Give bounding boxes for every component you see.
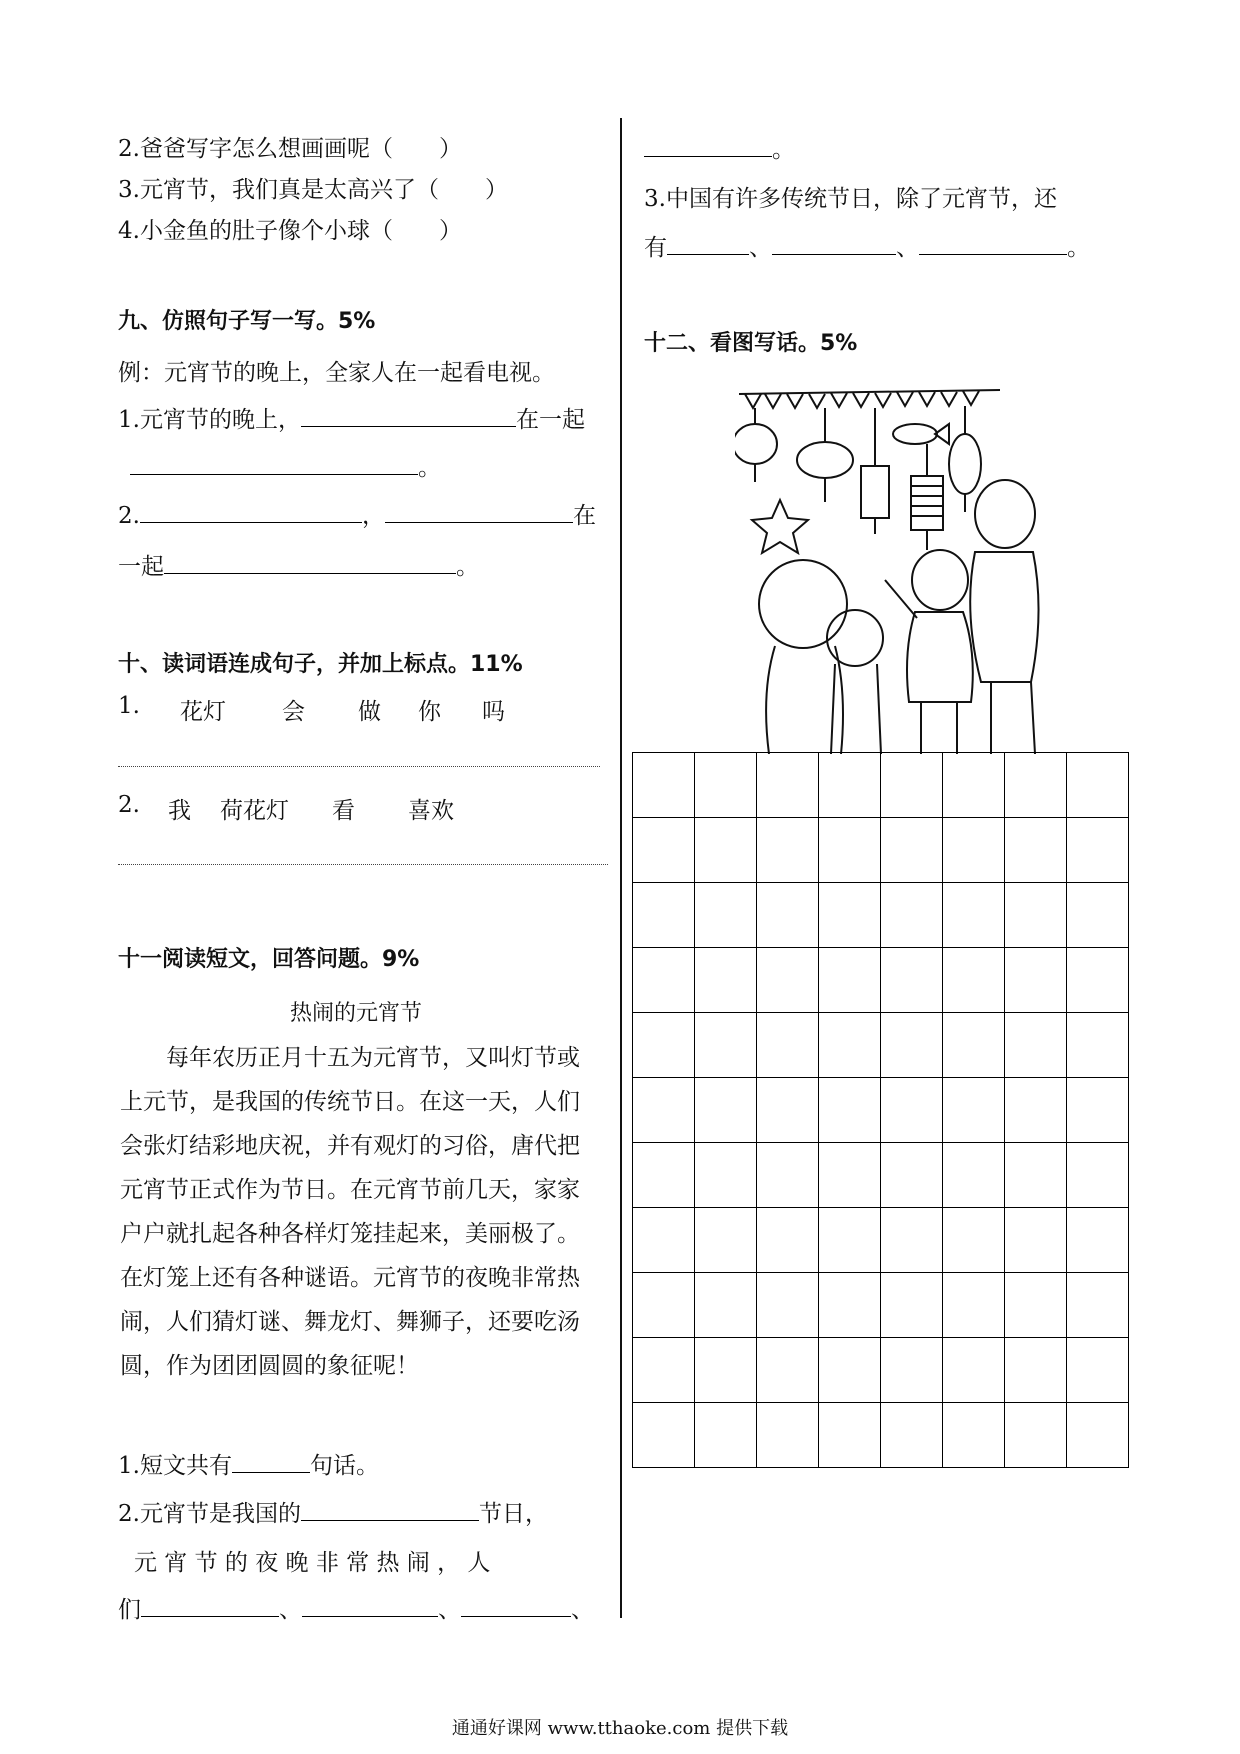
- grid-cell[interactable]: [633, 1208, 695, 1273]
- dun: 、: [571, 1597, 594, 1623]
- grid-cell[interactable]: [943, 1208, 1005, 1273]
- grid-cell[interactable]: [633, 948, 695, 1013]
- grid-cell[interactable]: [1005, 1403, 1067, 1468]
- word: 喜欢: [408, 798, 454, 824]
- grid-cell[interactable]: [943, 1078, 1005, 1143]
- question-8-2: 2.爸爸写字怎么想画画呢（ ）: [118, 136, 462, 162]
- grid-cell[interactable]: [819, 1273, 881, 1338]
- column-divider: [620, 118, 622, 1618]
- grid-cell[interactable]: [819, 1208, 881, 1273]
- grid-cell[interactable]: [633, 1273, 695, 1338]
- grid-cell[interactable]: [1067, 1338, 1129, 1403]
- grid-cell[interactable]: [819, 1143, 881, 1208]
- grid-cell[interactable]: [633, 818, 695, 883]
- grid-cell[interactable]: [757, 1338, 819, 1403]
- answer-blank[interactable]: [301, 400, 516, 427]
- grid-cell[interactable]: [695, 753, 757, 818]
- grid-row: [633, 1403, 1129, 1468]
- grid-cell[interactable]: [1005, 1078, 1067, 1143]
- grid-cell[interactable]: [819, 1013, 881, 1078]
- grid-cell[interactable]: [757, 1078, 819, 1143]
- word: 荷花灯: [220, 798, 289, 824]
- grid-cell[interactable]: [633, 1143, 695, 1208]
- grid-cell[interactable]: [695, 1338, 757, 1403]
- grid-row: [633, 883, 1129, 948]
- grid-cell[interactable]: [1067, 1143, 1129, 1208]
- grid-cell[interactable]: [757, 818, 819, 883]
- period: 。: [772, 137, 795, 163]
- grid-row: [633, 948, 1129, 1013]
- q1-prefix: 1.元宵节的晚上，: [118, 407, 301, 433]
- answer-blank[interactable]: [301, 1494, 479, 1521]
- section-9-q2-line2: [118, 547, 479, 581]
- grid-cell[interactable]: [819, 1078, 881, 1143]
- section-9-example: 例：元宵节的晚上，全家人在一起看电视。: [118, 360, 555, 386]
- grid-cell[interactable]: [757, 948, 819, 1013]
- answer-blank[interactable]: [667, 228, 749, 255]
- answer-dotted-line[interactable]: [118, 766, 600, 767]
- grid-cell[interactable]: [1005, 818, 1067, 883]
- q2-mid: 在: [572, 503, 596, 529]
- q3-prefix: 有: [644, 235, 667, 261]
- grid-cell[interactable]: [695, 1078, 757, 1143]
- grid-cell[interactable]: [1067, 753, 1129, 818]
- footer-text: 通通好课网 www.tthaoke.com 提供下载: [451, 1718, 789, 1739]
- grid-cell[interactable]: [943, 948, 1005, 1013]
- section-9-title: 九、仿照句子写一写。5%: [118, 309, 376, 334]
- answer-blank[interactable]: [164, 547, 456, 574]
- grid-cell[interactable]: [695, 1143, 757, 1208]
- grid-cell[interactable]: [633, 1403, 695, 1468]
- answer-blank[interactable]: [130, 448, 418, 475]
- grid-cell[interactable]: [819, 1403, 881, 1468]
- q1-mid: 在一起: [515, 407, 585, 433]
- answer-blank[interactable]: [232, 1446, 310, 1473]
- grid-cell[interactable]: [943, 1143, 1005, 1208]
- dun: 、: [438, 1597, 461, 1623]
- grid-row: [633, 1078, 1129, 1143]
- word: 做: [358, 699, 381, 725]
- section-10-q1-num: 1.: [118, 693, 140, 719]
- grid-cell[interactable]: [633, 753, 695, 818]
- period: 。: [1067, 235, 1090, 261]
- grid-cell[interactable]: [1005, 1208, 1067, 1273]
- answer-blank[interactable]: [461, 1590, 571, 1617]
- grid-cell[interactable]: [1067, 1208, 1129, 1273]
- answer-blank[interactable]: [140, 496, 362, 523]
- answer-dotted-line[interactable]: [118, 864, 608, 865]
- grid-cell[interactable]: [633, 1013, 695, 1078]
- grid-row: [633, 1143, 1129, 1208]
- grid-cell[interactable]: [633, 1078, 695, 1143]
- grid-cell[interactable]: [695, 1273, 757, 1338]
- grid-cell[interactable]: [943, 1273, 1005, 1338]
- section-9-q1-line2: [130, 448, 441, 482]
- grid-cell[interactable]: [633, 883, 695, 948]
- grid-cell[interactable]: [881, 883, 943, 948]
- passage-text: 每年农历正月十五为元宵节，又叫灯节或上元节，是我国的传统节日。在这一天，人们会张灯结彩地庆祝，并有观灯的习俗，唐代把元宵节正式作为节日。在元宵节前几天，家家户户就扎起各种各样灯笼挂起来，美丽极了。在灯笼上还有各种谜语。元宵节的夜晚非常热闹，人们猜灯谜、舞龙灯、舞狮子，还要吃汤圆，作为团团圆圆的象征呢！: [120, 1045, 580, 1379]
- q2-line2: 一起: [118, 554, 164, 580]
- word: 你: [418, 699, 441, 725]
- grid-cell[interactable]: [1067, 1013, 1129, 1078]
- grid-cell[interactable]: [881, 1273, 943, 1338]
- grid-cell[interactable]: [819, 883, 881, 948]
- grid-cell[interactable]: [1067, 948, 1129, 1013]
- right-q3-line1: 3.中国有许多传统节日，除了元宵节，还: [644, 186, 1057, 212]
- section-10-title: 十、读词语连成句子，并加上标点。11%: [118, 652, 523, 677]
- q1-b: 句话。: [309, 1453, 379, 1479]
- grid-row: [633, 818, 1129, 883]
- section-11-title: 十一阅读短文，回答问题。9%: [118, 947, 420, 972]
- comma: ，: [361, 503, 385, 529]
- grid-cell[interactable]: [881, 753, 943, 818]
- section-11-q2-line2: 元 宵 节 的 夜 晚 非 常 热 闹 ， 人: [134, 1550, 491, 1576]
- section-11-q2-line3: [118, 1590, 594, 1624]
- answer-blank[interactable]: [919, 228, 1067, 255]
- section-9-q2: [118, 496, 596, 530]
- period: 。: [418, 455, 441, 481]
- grid-cell[interactable]: [695, 1403, 757, 1468]
- word: 吗: [482, 699, 505, 725]
- grid-cell[interactable]: [695, 948, 757, 1013]
- dun: 、: [749, 235, 772, 261]
- grid-cell[interactable]: [695, 1013, 757, 1078]
- grid-cell[interactable]: [881, 1013, 943, 1078]
- word: 我: [168, 798, 191, 824]
- grid-cell[interactable]: [757, 883, 819, 948]
- q2-b: 节日，: [478, 1501, 548, 1527]
- grid-cell[interactable]: [1005, 1013, 1067, 1078]
- grid-row: [633, 1338, 1129, 1403]
- grid-cell[interactable]: [881, 1208, 943, 1273]
- section-11-q1: [118, 1446, 379, 1480]
- grid-cell[interactable]: [881, 948, 943, 1013]
- grid-cell[interactable]: [1005, 883, 1067, 948]
- grid-cell[interactable]: [881, 1143, 943, 1208]
- grid-cell[interactable]: [943, 753, 1005, 818]
- word: 会: [282, 699, 305, 725]
- grid-cell[interactable]: [633, 1338, 695, 1403]
- grid-cell[interactable]: [757, 1013, 819, 1078]
- grid-cell[interactable]: [819, 1338, 881, 1403]
- grid-cell[interactable]: [757, 1143, 819, 1208]
- right-q3-line2: [644, 228, 1090, 262]
- grid-row: [633, 1273, 1129, 1338]
- grid-cell[interactable]: [695, 1208, 757, 1273]
- grid-cell[interactable]: [943, 883, 1005, 948]
- section-11-q2: [118, 1494, 548, 1528]
- answer-blank[interactable]: [385, 496, 573, 523]
- grid-cell[interactable]: [1005, 1143, 1067, 1208]
- grid-cell[interactable]: [1005, 1273, 1067, 1338]
- grid-row: [633, 753, 1129, 818]
- grid-cell[interactable]: [757, 1208, 819, 1273]
- lantern-festival-illustration: [735, 382, 1095, 754]
- grid-cell[interactable]: [757, 753, 819, 818]
- section-12-title: 十二、看图写话。5%: [644, 331, 858, 356]
- writing-grid[interactable]: [632, 752, 1129, 1468]
- grid-cell[interactable]: [819, 818, 881, 883]
- grid-cell[interactable]: [943, 1403, 1005, 1468]
- answer-blank[interactable]: [772, 228, 896, 255]
- grid-cell[interactable]: [881, 1403, 943, 1468]
- dun: 、: [279, 1597, 302, 1623]
- grid-cell[interactable]: [819, 753, 881, 818]
- grid-cell[interactable]: [757, 1403, 819, 1468]
- grid-cell[interactable]: [881, 818, 943, 883]
- section-9-q1: [118, 400, 585, 434]
- grid-cell[interactable]: [1005, 753, 1067, 818]
- question-8-4: 4.小金鱼的肚子像个小球（ ）: [118, 218, 462, 244]
- q2-a: 2.元宵节是我国的: [118, 1501, 301, 1527]
- word: 看: [332, 798, 355, 824]
- answer-blank[interactable]: [141, 1590, 279, 1617]
- grid-cell[interactable]: [695, 818, 757, 883]
- grid-row: [633, 1013, 1129, 1078]
- section-10-q2-num: 2.: [118, 792, 140, 818]
- answer-blank[interactable]: [644, 130, 772, 157]
- grid-cell[interactable]: [695, 883, 757, 948]
- grid-cell[interactable]: [1005, 1338, 1067, 1403]
- passage-title: 热闹的元宵节: [290, 1001, 423, 1026]
- q1-a: 1.短文共有: [118, 1453, 232, 1479]
- grid-cell[interactable]: [881, 1078, 943, 1143]
- question-8-3: 3.元宵节，我们真是太高兴了（ ）: [118, 177, 508, 203]
- grid-cell[interactable]: [1067, 883, 1129, 948]
- grid-cell[interactable]: [943, 1013, 1005, 1078]
- grid-cell[interactable]: [1005, 948, 1067, 1013]
- grid-cell[interactable]: [1067, 1403, 1129, 1468]
- word: 花灯: [180, 699, 226, 725]
- grid-cell[interactable]: [943, 818, 1005, 883]
- grid-cell[interactable]: [1067, 1078, 1129, 1143]
- grid-row: [633, 1208, 1129, 1273]
- answer-blank[interactable]: [302, 1590, 438, 1617]
- q2-prefix: 2.: [118, 503, 140, 529]
- period: 。: [456, 554, 479, 580]
- grid-cell[interactable]: [943, 1338, 1005, 1403]
- grid-cell[interactable]: [881, 1338, 943, 1403]
- grid-cell[interactable]: [1067, 818, 1129, 883]
- grid-cell[interactable]: [819, 948, 881, 1013]
- q2-line3-prefix: 们: [118, 1597, 141, 1623]
- continued-blank-line: [644, 130, 795, 164]
- grid-cell[interactable]: [757, 1273, 819, 1338]
- grid-cell[interactable]: [1067, 1273, 1129, 1338]
- dun: 、: [896, 235, 919, 261]
